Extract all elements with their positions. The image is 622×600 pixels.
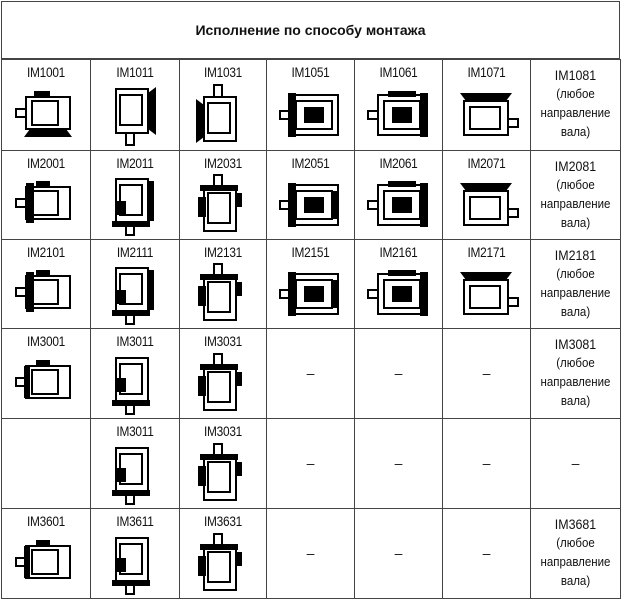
note-code: IM3081 <box>554 337 597 352</box>
motor-small-flange-wall-right-icon <box>368 270 430 318</box>
table-cell-empty <box>354 418 443 509</box>
table-cell <box>1 59 91 151</box>
motor-vertical-small-flange-icon <box>112 264 158 324</box>
table-cell <box>354 59 443 151</box>
table-cell <box>1 328 91 419</box>
mounting-code: IM3601 <box>26 514 66 529</box>
mounting-code: IM3031 <box>203 424 243 439</box>
table-cell-empty <box>442 418 531 509</box>
mounting-code: IM2061 <box>379 156 418 171</box>
motor-flange-small-icon <box>16 540 76 588</box>
table-cell <box>266 59 355 151</box>
table-cell <box>442 59 531 151</box>
table-cell <box>90 328 180 419</box>
motor-vertical-flange-small-up-icon <box>200 534 246 594</box>
note-line: направление <box>540 106 611 120</box>
table-cell <box>90 508 180 599</box>
table-cell-empty <box>266 508 355 599</box>
motor-vertical-foot-flange-up-icon <box>200 175 246 235</box>
note-line: направление <box>540 197 611 211</box>
table-cell-empty <box>266 328 355 419</box>
motor-vertical-flange-down-alt-icon <box>112 444 158 504</box>
table-cell-note <box>530 418 621 509</box>
table-cell <box>1 239 91 329</box>
motor-feet-down-icon <box>16 91 76 139</box>
note-code: IM3681 <box>554 517 597 532</box>
table-cell <box>442 239 531 329</box>
table-cell <box>90 418 180 509</box>
table-cell <box>354 150 443 240</box>
mounting-code: IM2161 <box>379 245 418 260</box>
note-line: направление <box>540 555 611 569</box>
motor-foot-flange-wall-right-icon <box>368 181 430 229</box>
table-cell <box>179 239 267 329</box>
note-line: вала) <box>560 305 591 319</box>
table-cell <box>90 59 180 151</box>
motor-vertical-flange-up-alt-icon <box>200 444 246 504</box>
table-cell-empty <box>354 508 443 599</box>
mounting-code: IM2001 <box>26 156 66 171</box>
mounting-code: IM2171 <box>467 245 506 260</box>
note-line: направление <box>540 375 611 389</box>
motor-ceiling-mount-icon <box>456 93 518 137</box>
table-cell <box>442 150 531 240</box>
mounting-code: IM3611 <box>116 514 154 529</box>
mounting-code: IM1051 <box>291 65 330 80</box>
note-block <box>535 66 617 142</box>
mounting-code: IM2031 <box>203 156 243 171</box>
table-cell-note <box>530 328 621 419</box>
motor-foot-flange-ceiling-icon <box>456 183 518 227</box>
motor-small-flange-icon <box>16 270 76 318</box>
mounting-code: IM1071 <box>467 65 506 80</box>
motor-small-flange-ceiling-icon <box>456 272 518 316</box>
not-applicable-dash: – <box>306 364 315 381</box>
not-applicable-dash: – <box>306 544 315 561</box>
motor-flange-only-icon <box>16 360 76 408</box>
mounting-code: IM2101 <box>26 245 66 260</box>
note-line: (любое <box>556 87 595 101</box>
motor-vertical-flange-small-down-icon <box>112 534 158 594</box>
table-cell-empty <box>354 328 443 419</box>
note-code: IM1081 <box>554 68 597 83</box>
mounting-code: IM1061 <box>379 65 418 80</box>
mounting-code: IM2051 <box>291 156 330 171</box>
table-title: Исполнение по способу монтажа <box>1 1 620 59</box>
not-applicable-dash: – <box>482 544 491 561</box>
mounting-code: IM1001 <box>26 65 66 80</box>
note-line: вала) <box>560 574 591 588</box>
not-applicable-dash: – <box>482 364 491 381</box>
mounting-code: IM3011 <box>116 334 154 349</box>
mounting-code: IM2011 <box>116 156 154 171</box>
table-cell <box>266 239 355 329</box>
motor-foot-flange-wall-left-icon <box>280 181 342 229</box>
motor-vertical-flange-down-icon <box>112 354 158 414</box>
table-cell <box>90 150 180 240</box>
mounting-code: IM1031 <box>203 65 243 80</box>
note-code: IM2181 <box>554 248 597 263</box>
not-applicable-dash: – <box>394 364 403 381</box>
mounting-code: IM3631 <box>203 514 243 529</box>
note-line: вала) <box>560 394 591 408</box>
table-cell-note <box>530 239 621 329</box>
motor-wall-mount-right-icon <box>368 91 430 139</box>
table-cell-note <box>530 508 621 599</box>
note-block <box>535 246 617 322</box>
motor-vertical-foot-flange-icon <box>112 175 158 235</box>
note-line: (любое <box>556 267 595 281</box>
motor-foot-flange-icon <box>16 181 76 229</box>
table-cell <box>1 508 91 599</box>
mounting-code: IM3001 <box>26 334 66 349</box>
note-line: вала) <box>560 125 591 139</box>
not-applicable-dash: – <box>306 454 315 471</box>
note-line: (любое <box>556 178 595 192</box>
motor-vertical-small-flange-up-icon <box>200 264 246 324</box>
note-line: (любое <box>556 356 595 370</box>
table-cell <box>266 150 355 240</box>
mounting-code: IM2111 <box>116 245 154 260</box>
mounting-code: IM3011 <box>116 424 154 439</box>
motor-vertical-shaft-down-icon <box>200 85 246 145</box>
mounting-code: IM3031 <box>203 334 243 349</box>
table-cell <box>179 150 267 240</box>
table-cell <box>354 239 443 329</box>
not-applicable-dash: – <box>394 454 403 471</box>
note-block <box>535 515 617 591</box>
table-cell-empty <box>266 418 355 509</box>
not-applicable-dash: – <box>394 544 403 561</box>
table-cell-empty <box>442 508 531 599</box>
table-cell <box>179 418 267 509</box>
mounting-code: IM1011 <box>116 65 154 80</box>
note-block <box>535 335 617 411</box>
not-applicable-dash: – <box>571 454 580 471</box>
motor-vertical-flange-icon <box>112 85 158 145</box>
note-block <box>535 157 617 233</box>
motor-small-flange-wall-left-icon <box>280 270 342 318</box>
note-line: (любое <box>556 536 595 550</box>
note-line: вала) <box>560 216 591 230</box>
table-cell <box>179 508 267 599</box>
table-cell-note <box>530 150 621 240</box>
table-cell-empty <box>442 328 531 419</box>
table-cell <box>179 59 267 151</box>
motor-wall-mount-left-icon <box>280 91 342 139</box>
table-cell-note <box>530 59 621 151</box>
table-cell <box>179 328 267 419</box>
mounting-code: IM2071 <box>467 156 506 171</box>
table-cell <box>1 150 91 240</box>
table-cell <box>90 239 180 329</box>
note-code: IM2081 <box>554 159 597 174</box>
note-line: направление <box>540 286 611 300</box>
table-cell-empty <box>1 418 91 509</box>
mounting-code: IM2151 <box>291 245 330 260</box>
mounting-code: IM2131 <box>203 245 243 260</box>
not-applicable-dash: – <box>482 454 491 471</box>
motor-vertical-flange-up-icon <box>200 354 246 414</box>
